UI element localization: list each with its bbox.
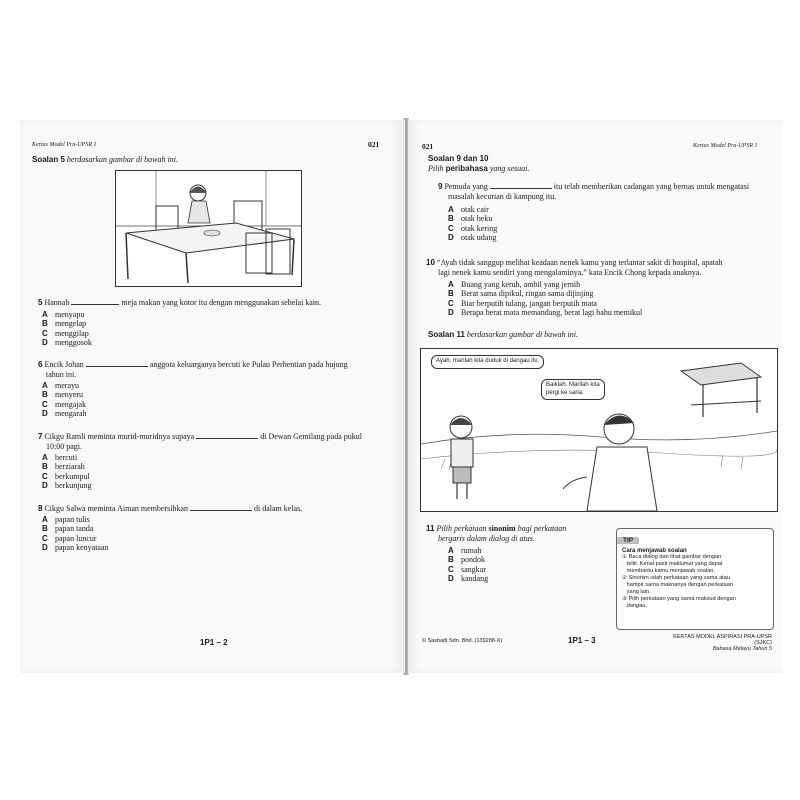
heading-rest: berdasarkan gambar di bawah ini. bbox=[66, 155, 178, 164]
question-text: Cikgu Salwa meminta Aiman membersihkan bbox=[44, 504, 188, 513]
question-7 bbox=[38, 432, 393, 452]
tip-item-2: ② Sinonim ialah perkataan yang sama atau hampir sama maknanya dengan perkataan yang lain. bbox=[622, 575, 734, 595]
section-instruction: Pilih peribahasa yang sesuai. bbox=[428, 164, 530, 173]
option-a[interactable]: A menyapu bbox=[42, 310, 85, 319]
option-c[interactable]: C menggilap bbox=[42, 328, 89, 338]
option-d[interactable]: D papan kenyataan bbox=[42, 542, 109, 552]
question-text: Hannah bbox=[44, 298, 70, 307]
heading-bold: Soalan 5 bbox=[32, 155, 65, 164]
option-a[interactable]: A rumah bbox=[448, 546, 482, 555]
question-9-options bbox=[448, 205, 497, 242]
question-text: itu telah memberikan cadangan yang bernas untuk mengatasi bbox=[553, 182, 750, 191]
question-6 bbox=[38, 360, 393, 380]
question-9 bbox=[438, 182, 773, 202]
tip-box bbox=[616, 528, 774, 630]
copyright-notice: © Sasbadi Sdn. Bhd. (139288-X) bbox=[422, 638, 503, 644]
question-7-options bbox=[42, 453, 91, 490]
option-d[interactable]: D kandang bbox=[448, 573, 489, 583]
question-text-line2: 10:00 pagi. bbox=[46, 442, 82, 451]
option-d[interactable]: D otak udang bbox=[448, 232, 497, 242]
question-number: 6 bbox=[38, 360, 43, 369]
answer-blank bbox=[490, 182, 552, 189]
right-page-number: 1P1 – 3 bbox=[568, 636, 596, 645]
option-c[interactable]: C Biar berputih tulang, jangan berputih mata bbox=[448, 298, 597, 308]
question-text: anggota keluarganya bercuti ke Pulau Perhentian pada hujung bbox=[149, 360, 348, 369]
option-b[interactable]: B papan tanda bbox=[42, 524, 94, 534]
question-text: di dalam kelas. bbox=[253, 504, 303, 513]
option-a[interactable]: A otak cair bbox=[448, 205, 489, 214]
left-section-heading bbox=[32, 155, 178, 164]
question-11-picture bbox=[420, 348, 778, 512]
answer-blank bbox=[86, 360, 148, 367]
option-d[interactable]: D mengarah bbox=[42, 408, 87, 418]
option-a[interactable]: A Buang yang keruh, ambil yang jernih bbox=[448, 280, 581, 289]
option-a[interactable]: A merayu bbox=[42, 381, 79, 390]
option-b[interactable]: B mengelap bbox=[42, 319, 87, 329]
option-c[interactable]: C mengajak bbox=[42, 399, 87, 409]
speech-bubble-father: Baiklah. Marilah kita pergi ke sana. bbox=[541, 379, 605, 400]
tip-item-3: ③ Pilih perkataan yang sama maksud dengan dangau. bbox=[622, 596, 736, 609]
question-text: meja makan yang kotor itu dengan menggunakan sehelai kain. bbox=[121, 298, 322, 307]
tip-title: Cara menjawab soalan bbox=[622, 548, 687, 554]
question-text: Encik Johan bbox=[44, 360, 84, 369]
question-number: 8 bbox=[38, 504, 43, 513]
option-b[interactable]: B berziarah bbox=[42, 462, 85, 472]
option-b[interactable]: B otak beku bbox=[448, 214, 493, 224]
question-5-picture bbox=[115, 170, 302, 287]
question-5-options bbox=[42, 310, 92, 347]
father-and-son-paddy-field-illustration bbox=[421, 349, 777, 511]
option-c[interactable]: C papan luncur bbox=[42, 533, 97, 543]
question-11-options bbox=[448, 546, 488, 583]
question-text-line2: masalah kecurian di kampung itu. bbox=[448, 192, 557, 201]
question-text: Pemuda yang bbox=[444, 182, 488, 191]
option-c[interactable]: C otak kering bbox=[448, 223, 498, 233]
left-page-number: 1P1 – 2 bbox=[200, 638, 228, 647]
left-header-title: Kertas Model Pra-UPSR 1 bbox=[32, 142, 97, 148]
question-number: 7 bbox=[38, 432, 43, 441]
question-text: Cikgu Ramli meminta murid-muridnya supaya bbox=[44, 432, 195, 441]
left-header-number: 021 bbox=[368, 140, 380, 149]
right-header-number: 021 bbox=[422, 142, 434, 151]
question-number: 10 bbox=[426, 258, 435, 267]
option-c[interactable]: C berkumpul bbox=[42, 471, 90, 481]
option-b[interactable]: B Berat sama dipikul, ringan sama dijinjing bbox=[448, 289, 594, 299]
right-header-title: Kertas Model Pra-UPSR 1 bbox=[693, 143, 758, 149]
girl-wiping-table-illustration bbox=[116, 171, 301, 286]
option-d[interactable]: D berkunjung bbox=[42, 480, 92, 490]
option-b[interactable]: B pondok bbox=[448, 555, 485, 565]
question-text: “Ayah tidak sanggup melihat keadaan nenek kamu yang terlantar sakit di hospital, apatah bbox=[436, 258, 723, 267]
answer-blank bbox=[190, 504, 252, 511]
answer-blank bbox=[196, 432, 258, 439]
question-number: 9 bbox=[438, 182, 443, 191]
question-text: di Dewan Gemilang pada pukul bbox=[260, 432, 362, 441]
question-text-line2: lagi nenek kamu sendiri yang mengalaminya,” kata Encik Chong kepada anaknya. bbox=[438, 268, 702, 277]
option-c[interactable]: C sangkar bbox=[448, 564, 486, 574]
right-page bbox=[408, 120, 782, 673]
answer-blank bbox=[71, 298, 119, 305]
left-page bbox=[20, 120, 405, 673]
question-11: 11 Pilih perkataan sinonim bagi perkataan bergaris dalam dialog di atas. bbox=[426, 524, 567, 543]
question-6-options bbox=[42, 381, 87, 418]
book-title: KERTAS MODEL ASPIRASI PRA-UPSR (SJKC) Bahasa Melayu Tahun 5 bbox=[673, 634, 772, 652]
option-d[interactable]: D Berapa berat mata memandang, berat lagi bahu memikul bbox=[448, 307, 643, 317]
question-8-options bbox=[42, 515, 109, 552]
question-number: 11 bbox=[426, 524, 435, 533]
question-10 bbox=[426, 258, 776, 278]
tip-item-1: ① Baca dialog dan lihat gambar dengan teliti. Kenal pasti maklumat yang dapat membantu kamu menjawab soalan. bbox=[622, 554, 723, 574]
question-10-options bbox=[448, 280, 642, 317]
option-d[interactable]: D menggosok bbox=[42, 337, 92, 347]
tip-label: TIP bbox=[617, 537, 639, 544]
option-a[interactable]: A bercuti bbox=[42, 453, 78, 462]
question-5 bbox=[38, 298, 388, 308]
option-a[interactable]: A papan tulis bbox=[42, 515, 90, 524]
speech-bubble-boy: Ayah, marilah kita duduk di dangau itu. bbox=[431, 355, 544, 369]
section-heading-11: Soalan 11 berdasarkan gambar di bawah ini. bbox=[428, 330, 578, 339]
question-number: 5 bbox=[38, 298, 43, 307]
question-text-line2: tahun ini. bbox=[46, 370, 77, 379]
section-heading-9-10: Soalan 9 dan 10 bbox=[428, 154, 489, 163]
question-8 bbox=[38, 504, 393, 514]
option-b[interactable]: B menyeru bbox=[42, 390, 83, 400]
